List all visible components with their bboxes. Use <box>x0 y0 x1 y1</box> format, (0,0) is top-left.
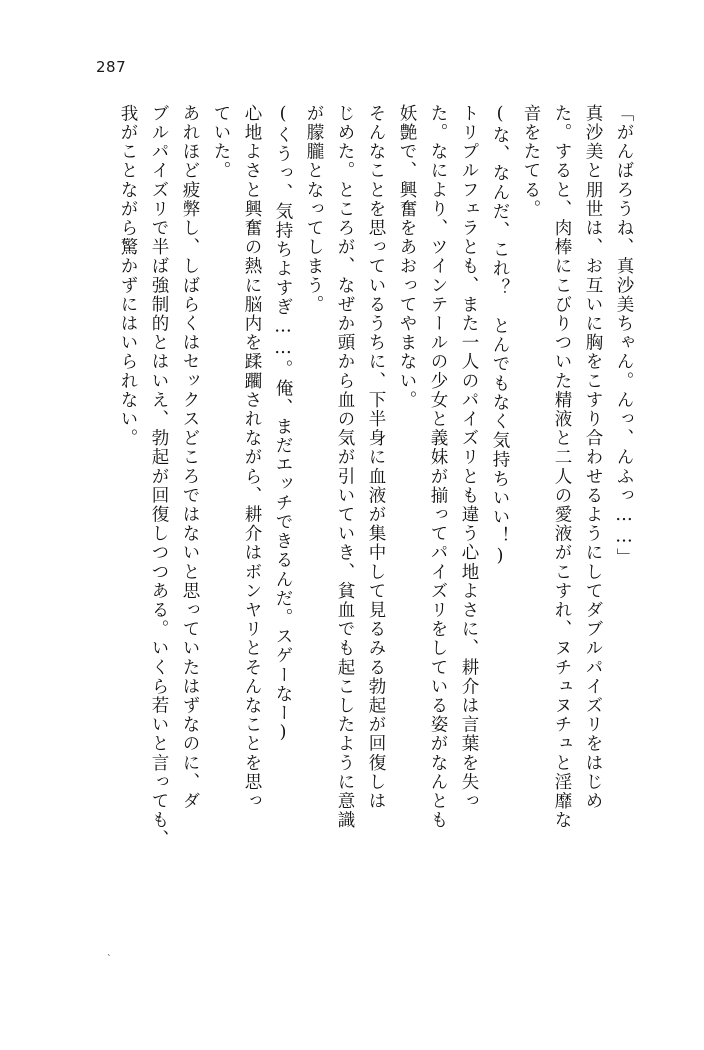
text-line: じめた。ところが、なぜか頭から血の気が引いていき、貧血でも起こしたように意識 <box>335 104 355 830</box>
vertical-text-body <box>64 104 632 984</box>
text-line: 心地よさと興奮の熱に脳内を蹂躙されながら、耕介はボンヤリとそんなことを思っ <box>242 104 262 811</box>
page-mark: ` <box>107 955 112 965</box>
text-line: ていた。 <box>211 104 231 181</box>
text-line: トリプルフェラとも、また一人のパイズリとも違う心地よさに、耕介は言葉を失っ <box>459 104 479 811</box>
text-line: 「がんばろうね、真沙美ちゃん。んっ、んふっ……」 <box>614 104 634 568</box>
page-number: 287 <box>96 58 127 76</box>
text-line: (な、なんだ、これ？ とんでもなく気持ちいい！) <box>490 104 510 568</box>
text-line: 妖艶で、興奮をあおってやまない。 <box>397 104 417 410</box>
text-line: あれほど疲弊し、しばらくはセックスどころではないと思っていたはずなのに、ダ <box>180 104 200 811</box>
text-line: そんなことを思っているうちに、下半身に血液が集中して見るみる勃起が回復しは <box>366 104 386 811</box>
text-line: た。なにより、ツインテールの少女と義妹が揃ってパイズリをしている姿がなんとも <box>428 104 448 830</box>
text-line: 真沙美と朋世は、お互いに胸をこすり合わせるようにしてダブルパイズリをはじめ <box>583 104 603 811</box>
text-line: 我がことながら驚かずにはいられない。 <box>118 104 138 448</box>
text-line: (くうっ、気持ちよすぎ……。俺、まだエッチできるんだ。スゲーなー) <box>273 104 293 745</box>
text-line: が朦朧となってしまう。 <box>304 104 324 315</box>
text-line: た。すると、肉棒にこびりついた精液と二人の愛液がこすれ、ヌチュヌチュと淫靡な <box>552 104 572 830</box>
text-line: 音をたてる。 <box>521 104 541 219</box>
text-line: ブルパイズリで半ば強制的とはいえ、勃起が回復しつつある。いくら若いと言っても、 <box>149 104 169 849</box>
